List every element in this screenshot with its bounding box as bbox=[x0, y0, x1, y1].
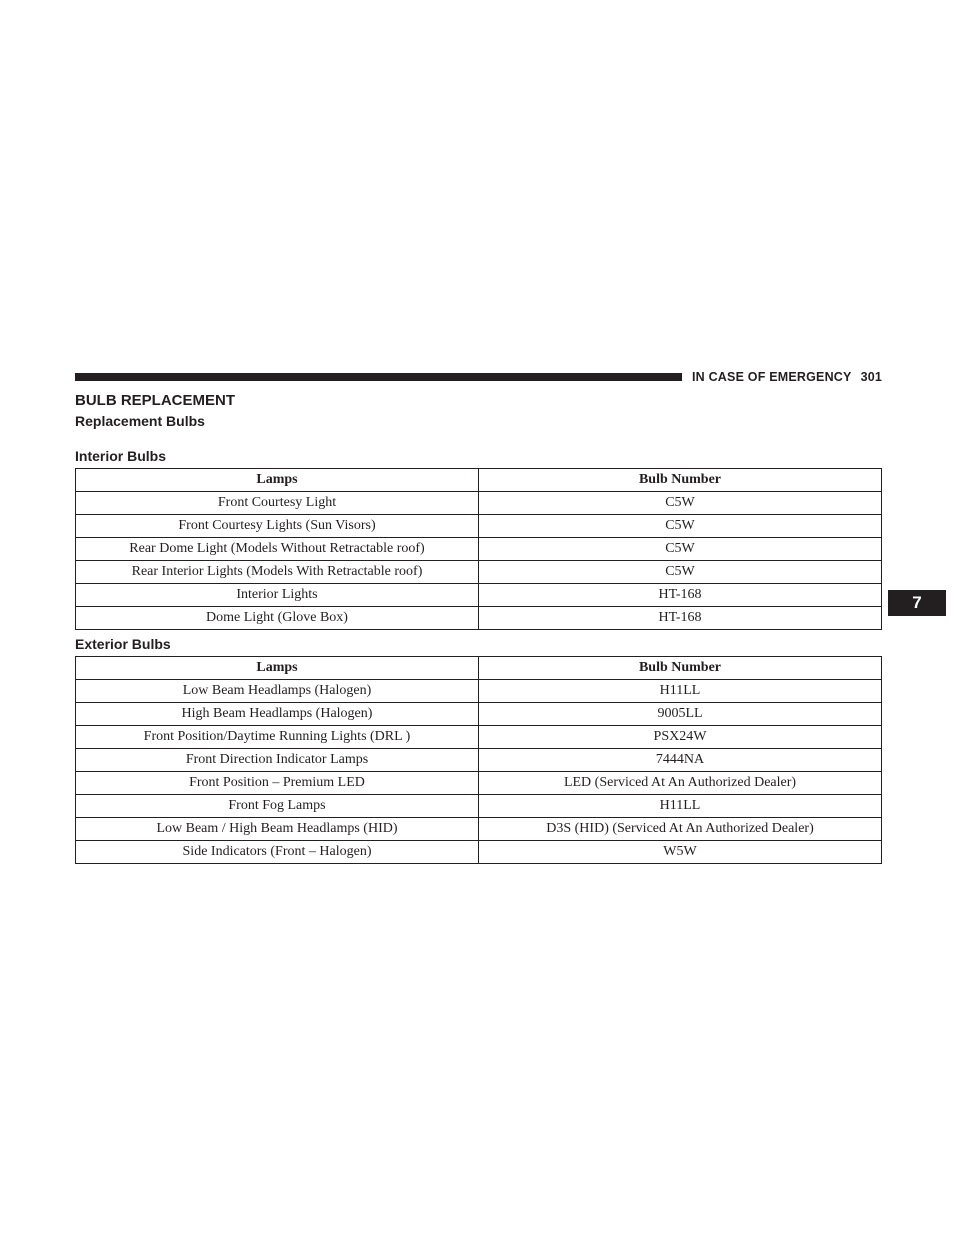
exterior-table-body bbox=[76, 680, 882, 864]
lamp-cell: High Beam Headlamps (Halogen) bbox=[76, 703, 479, 726]
lamp-cell: Front Fog Lamps bbox=[76, 795, 479, 818]
column-header-bulb-number: Bulb Number bbox=[479, 657, 882, 680]
bulb-number-cell: 9005LL bbox=[479, 703, 882, 726]
table-row bbox=[76, 680, 882, 703]
bulb-number-cell: D3S (HID) (Serviced At An Authorized Dealer) bbox=[479, 818, 882, 841]
header-rule bbox=[75, 373, 682, 381]
column-header-bulb-number: Bulb Number bbox=[479, 469, 882, 492]
lamp-cell: Rear Dome Light (Models Without Retractable roof) bbox=[76, 538, 479, 561]
table-row bbox=[76, 538, 882, 561]
exterior-bulbs-heading: Exterior Bulbs bbox=[75, 636, 171, 652]
bulb-number-cell: HT-168 bbox=[479, 584, 882, 607]
table-row bbox=[76, 515, 882, 538]
table-row bbox=[76, 561, 882, 584]
lamp-cell: Low Beam / High Beam Headlamps (HID) bbox=[76, 818, 479, 841]
bulb-number-cell: LED (Serviced At An Authorized Dealer) bbox=[479, 772, 882, 795]
lamp-cell: Front Direction Indicator Lamps bbox=[76, 749, 479, 772]
bulb-number-cell: C5W bbox=[479, 538, 882, 561]
table-row bbox=[76, 703, 882, 726]
table-row bbox=[76, 795, 882, 818]
page-subtitle: Replacement Bulbs bbox=[75, 413, 205, 429]
bulb-number-cell: W5W bbox=[479, 841, 882, 864]
lamp-cell: Dome Light (Glove Box) bbox=[76, 607, 479, 630]
table-row bbox=[76, 726, 882, 749]
table-row bbox=[76, 749, 882, 772]
lamp-cell: Front Position – Premium LED bbox=[76, 772, 479, 795]
bulb-number-cell: PSX24W bbox=[479, 726, 882, 749]
table-row bbox=[76, 818, 882, 841]
lamp-cell: Rear Interior Lights (Models With Retractable roof) bbox=[76, 561, 479, 584]
lamp-cell: Front Courtesy Lights (Sun Visors) bbox=[76, 515, 479, 538]
table-header-row bbox=[76, 657, 882, 680]
table-row bbox=[76, 492, 882, 515]
exterior-bulbs-table bbox=[75, 656, 882, 864]
lamp-cell: Side Indicators (Front – Halogen) bbox=[76, 841, 479, 864]
bulb-number-cell: H11LL bbox=[479, 795, 882, 818]
running-header bbox=[692, 369, 882, 385]
lamp-cell: Front Courtesy Light bbox=[76, 492, 479, 515]
lamp-cell: Low Beam Headlamps (Halogen) bbox=[76, 680, 479, 703]
table-row bbox=[76, 772, 882, 795]
bulb-number-cell: C5W bbox=[479, 515, 882, 538]
table-header-row bbox=[76, 469, 882, 492]
table-row bbox=[76, 841, 882, 864]
bulb-number-cell: HT-168 bbox=[479, 607, 882, 630]
interior-bulbs-heading: Interior Bulbs bbox=[75, 448, 167, 464]
page-number: 301 bbox=[860, 370, 883, 384]
bulb-number-cell: H11LL bbox=[479, 680, 882, 703]
lamp-cell: Interior Lights bbox=[76, 584, 479, 607]
interior-bulbs-table bbox=[75, 468, 882, 630]
page-title: BULB REPLACEMENT bbox=[75, 392, 235, 409]
column-header-lamps: Lamps bbox=[76, 469, 479, 492]
bulb-number-cell: 7444NA bbox=[479, 749, 882, 772]
table-row bbox=[76, 584, 882, 607]
bulb-number-cell: C5W bbox=[479, 492, 882, 515]
interior-table-body bbox=[76, 492, 882, 630]
lamp-cell: Front Position/Daytime Running Lights (DRL ) bbox=[76, 726, 479, 749]
table-row bbox=[76, 607, 882, 630]
chapter-tab: 7 bbox=[888, 590, 946, 616]
bulb-number-cell: C5W bbox=[479, 561, 882, 584]
section-title: IN CASE OF EMERGENCY bbox=[692, 370, 852, 384]
column-header-lamps: Lamps bbox=[76, 657, 479, 680]
